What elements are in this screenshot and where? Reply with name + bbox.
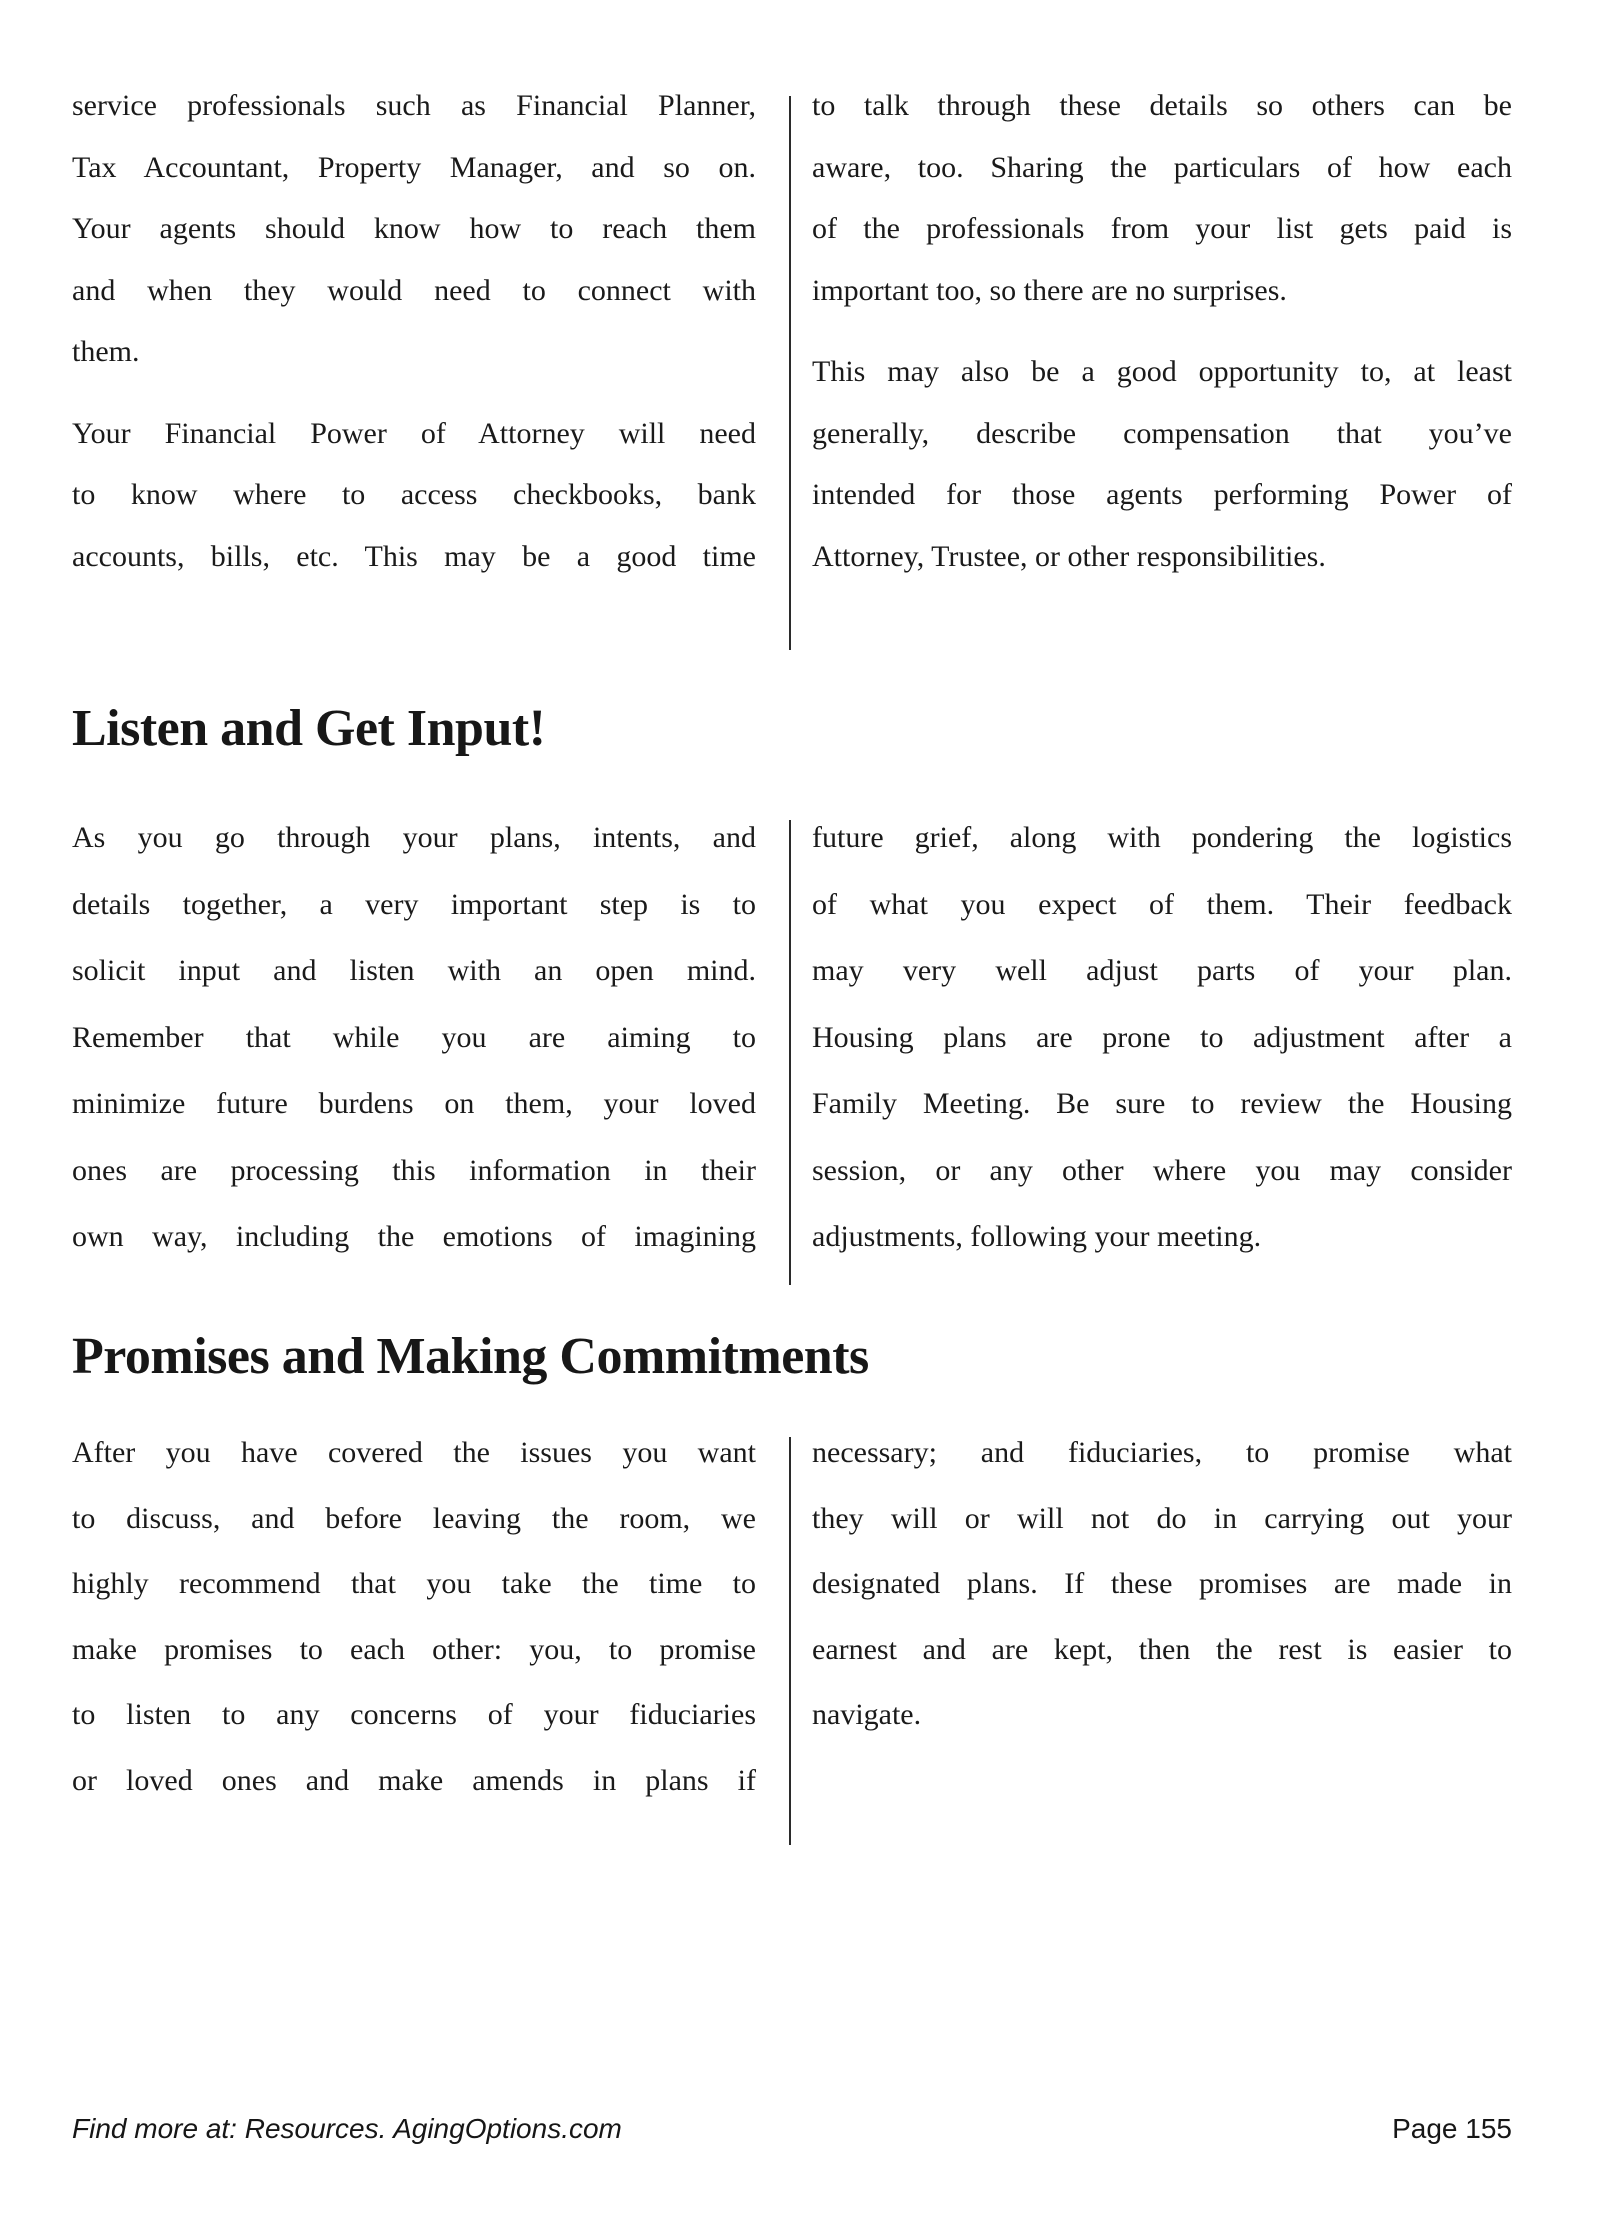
text-line: designated plans. If these promises are made in <box>812 1567 1512 1600</box>
heading-listen-and-get-input: Listen and Get Input! <box>72 700 546 757</box>
text-line: make promises to each other: you, to promise <box>72 1632 756 1666</box>
text-line: adjustments, following your meeting. <box>812 1220 1262 1253</box>
paragraph <box>72 403 756 588</box>
text-line: ones are processing this information in their <box>72 1153 756 1187</box>
paragraph <box>72 805 756 1271</box>
text-line: Remember that while you are aiming to <box>72 1020 756 1054</box>
right-column <box>812 805 1512 1271</box>
text-line: aware, too. Sharing the particulars of how each <box>812 150 1512 184</box>
text-line: own way, including the emotions of imagining <box>72 1220 756 1253</box>
paragraph <box>812 805 1512 1271</box>
text-line: navigate. <box>812 1698 922 1731</box>
text-line: to know where to access checkbooks, bank <box>72 478 756 511</box>
text-line: accounts, bills, etc. This may be a good time <box>72 539 756 573</box>
text-line: necessary; and fiduciaries, to promise what <box>812 1436 1512 1469</box>
left-column <box>72 1420 756 1813</box>
heading-promises-and-making-commitments: Promises and Making Commitments <box>72 1328 869 1385</box>
footer-resources-note: Find more at: Resources. AgingOptions.com <box>72 2113 622 2144</box>
paragraph <box>72 1420 756 1813</box>
text-line: of what you expect of them. Their feedback <box>812 887 1512 921</box>
text-line: service professionals such as Financial Planner, <box>72 89 756 122</box>
text-line: solicit input and listen with an open mind. <box>72 954 756 987</box>
column-divider <box>789 820 791 1285</box>
text-line: to talk through these details so others can be <box>812 89 1512 122</box>
left-column <box>72 805 756 1271</box>
paragraph <box>72 75 756 383</box>
text-line: they will or will not do in carrying out your <box>812 1501 1512 1535</box>
page-number: Page 155 <box>1392 2113 1512 2144</box>
text-line: Your Financial Power of Attorney will need <box>72 416 756 450</box>
text-line: to discuss, and before leaving the room, we <box>72 1501 756 1535</box>
text-line: details together, a very important step is to <box>72 887 756 921</box>
text-line: or loved ones and make amends in plans if <box>72 1763 756 1797</box>
text-line: This may also be a good opportunity to, at least <box>812 355 1512 388</box>
text-line: future grief, along with pondering the logistics <box>812 821 1512 854</box>
text-line: Housing plans are prone to adjustment after a <box>812 1020 1512 1054</box>
right-column <box>812 75 1512 587</box>
text-line: Family Meeting. Be sure to review the Housing <box>812 1087 1512 1120</box>
text-line: of the professionals from your list gets paid is <box>812 212 1512 245</box>
text-line: generally, describe compensation that you’ve <box>812 416 1512 450</box>
text-line: them. <box>72 335 140 368</box>
column-divider <box>789 1437 791 1845</box>
text-line: As you go through your plans, intents, and <box>72 821 756 854</box>
left-column <box>72 75 756 587</box>
text-line: to listen to any concerns of your fiduciaries <box>72 1698 756 1731</box>
text-line: intended for those agents performing Power of <box>812 478 1512 511</box>
text-line: session, or any other where you may consider <box>812 1153 1512 1187</box>
paragraph <box>812 341 1512 587</box>
text-line: highly recommend that you take the time to <box>72 1567 756 1600</box>
page-footer <box>72 2112 1512 2146</box>
text-line: important too, so there are no surprises. <box>812 273 1287 307</box>
paragraph <box>812 1420 1512 1748</box>
text-line: earnest and are kept, then the rest is easier to <box>812 1632 1512 1666</box>
paragraph <box>812 75 1512 321</box>
text-line: may very well adjust parts of your plan. <box>812 954 1512 987</box>
text-line: Tax Accountant, Property Manager, and so on. <box>72 150 756 184</box>
right-column <box>812 1420 1512 1748</box>
text-line: and when they would need to connect with <box>72 273 756 307</box>
text-line: minimize future burdens on them, your loved <box>72 1087 756 1120</box>
column-divider <box>789 96 791 650</box>
text-line: Your agents should know how to reach them <box>72 212 756 245</box>
text-line: Attorney, Trustee, or other responsibilities. <box>812 539 1326 573</box>
text-line: After you have covered the issues you want <box>72 1436 756 1469</box>
